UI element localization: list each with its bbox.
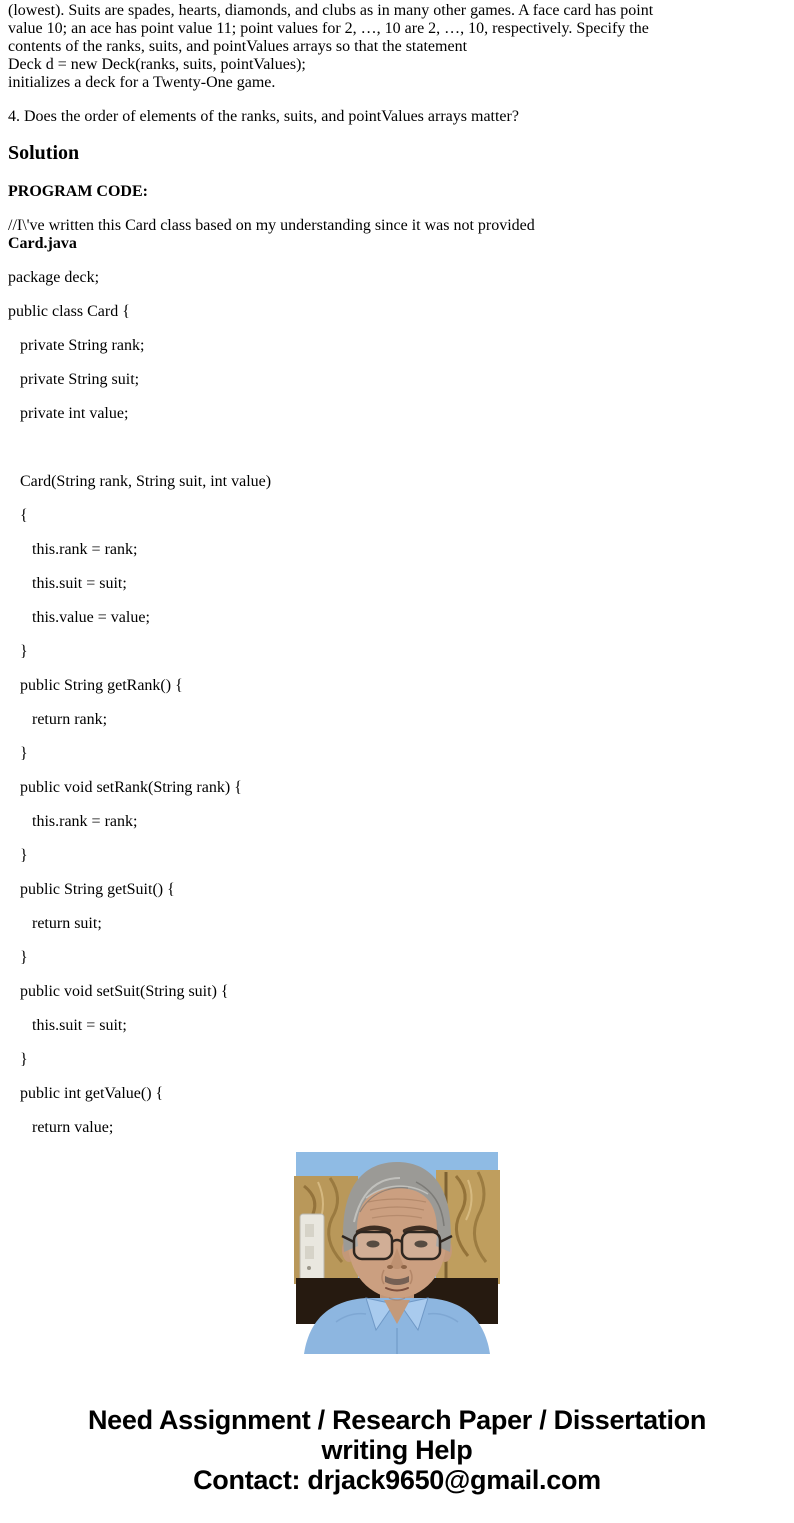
code-line: public void setRank(String rank) { <box>8 779 242 796</box>
file-label: Card.java <box>8 235 77 252</box>
code-line: private String suit; <box>8 371 140 388</box>
intro-line: Deck d = new Deck(ranks, suits, pointValues); <box>8 56 306 73</box>
code-line: public String getRank() { <box>8 677 183 694</box>
code-line: } <box>8 847 28 864</box>
code-line: private String rank; <box>8 337 145 354</box>
intro-paragraph <box>8 2 786 92</box>
code-comment: //I\'ve written this Card class based on my understanding since it was not provided <box>8 217 535 234</box>
code-line: package deck; <box>8 269 100 286</box>
code-line: } <box>8 949 28 966</box>
footer-line: Contact: drjack9650@gmail.com <box>193 1465 601 1495</box>
code-line: return value; <box>8 1119 114 1136</box>
code-line: public String getSuit() { <box>8 881 175 898</box>
footer-line: Need Assignment / Research Paper / Dissertation <box>87 1405 707 1435</box>
code-line: private int value; <box>8 405 129 422</box>
intro-line: (lowest). Suits are spades, hearts, diamonds, and clubs as in many other games. A face card has point <box>8 2 654 19</box>
code-line: this.rank = rank; <box>8 541 138 558</box>
footer-line: writing Help <box>321 1435 473 1465</box>
portrait-illustration <box>296 1152 498 1354</box>
program-code-heading: PROGRAM CODE: <box>8 183 148 200</box>
code-line: this.suit = suit; <box>8 1017 127 1034</box>
question-4: 4. Does the order of elements of the ranks, suits, and pointValues arrays matter? <box>8 108 519 125</box>
code-line: this.value = value; <box>8 609 150 626</box>
code-line: } <box>8 745 28 762</box>
instructor-photo <box>296 1152 498 1354</box>
code-line: Card(String rank, String suit, int value) <box>8 473 272 490</box>
intro-line: value 10; an ace has point value 11; point values for 2, …, 10 are 2, …, 10, respectively. Specify the <box>8 20 649 37</box>
code-comment-block <box>8 217 786 253</box>
code-line <box>8 439 786 457</box>
code-line: this.rank = rank; <box>8 813 138 830</box>
code-listing <box>8 269 786 1137</box>
footer-banner <box>0 1405 794 1495</box>
code-line: return rank; <box>8 711 108 728</box>
code-line: public void setSuit(String suit) { <box>8 983 229 1000</box>
solution-heading: Solution <box>8 142 80 164</box>
intro-line: initializes a deck for a Twenty-One game. <box>8 74 276 91</box>
intro-line: contents of the ranks, suits, and pointValues arrays so that the statement <box>8 38 468 55</box>
code-line: public class Card { <box>8 303 130 320</box>
code-line: this.suit = suit; <box>8 575 127 592</box>
code-line: public int getValue() { <box>8 1085 164 1102</box>
code-line: } <box>8 643 28 660</box>
code-line: } <box>8 1051 28 1068</box>
code-line: { <box>8 507 28 524</box>
code-line: return suit; <box>8 915 102 932</box>
